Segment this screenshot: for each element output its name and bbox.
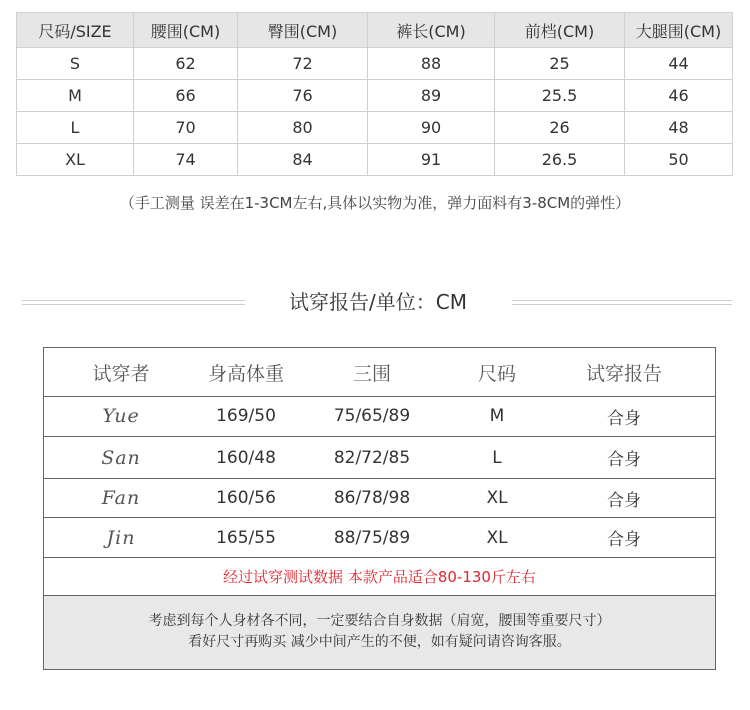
suitable-weight-note: 经过试穿测试数据 本款产品适合80-130斤左右 <box>44 558 715 596</box>
table-cell: XL <box>486 488 508 508</box>
column-header: 试穿者 <box>92 362 150 385</box>
table-cell: S <box>17 48 134 80</box>
column-header: 身高体重 <box>207 362 284 385</box>
column-header: 尺码/SIZE <box>17 13 134 48</box>
table-cell: 62 <box>134 48 238 80</box>
table-cell: 66 <box>134 80 238 112</box>
table-cell: 44 <box>625 48 733 80</box>
table-cell: 90 <box>368 112 495 144</box>
column-header: 试穿报告 <box>585 362 662 385</box>
sizing-advice <box>44 596 715 669</box>
table-cell: 合身 <box>607 450 641 470</box>
table-cell: 合身 <box>607 490 641 511</box>
table-cell: L <box>17 112 134 144</box>
table-cell: 74 <box>134 144 238 176</box>
column-header: 三围 <box>352 362 391 385</box>
column-header: 大腿围(CM) <box>625 13 733 48</box>
table-cell: XL <box>486 527 508 548</box>
heading-divider-right <box>512 300 732 305</box>
size-table-header-row <box>17 13 733 48</box>
advice-line: 考虑到每个人身材各不同，一定要结合自身数据（肩宽，腰围等重要尺寸） <box>148 613 611 629</box>
table-cell: 46 <box>625 80 733 112</box>
size-table <box>16 12 733 176</box>
column-header: 裤长(CM) <box>368 13 495 48</box>
column-header: 前档(CM) <box>495 13 625 48</box>
table-cell: 75/65/89 <box>333 406 411 426</box>
table-row <box>17 144 733 176</box>
report-header-row <box>44 348 715 397</box>
fitting-report-table <box>43 347 716 670</box>
tester-name: Yue <box>102 405 140 427</box>
table-cell: 合身 <box>607 408 641 429</box>
table-cell: 72 <box>238 48 368 80</box>
table-cell: 25 <box>495 48 625 80</box>
table-row <box>44 479 715 518</box>
table-cell: 91 <box>368 144 495 176</box>
table-cell: M <box>17 80 134 112</box>
column-header: 腰围(CM) <box>134 13 238 48</box>
table-cell: 84 <box>238 144 368 176</box>
table-row <box>17 48 733 80</box>
table-cell: 26.5 <box>495 144 625 176</box>
table-cell: L <box>492 447 502 468</box>
table-cell: 70 <box>134 112 238 144</box>
column-header: 尺码 <box>477 362 516 385</box>
heading-divider-left <box>22 300 245 305</box>
table-cell: 合身 <box>607 530 641 550</box>
table-cell: 80 <box>238 112 368 144</box>
table-row <box>44 518 715 558</box>
column-header: 臀围(CM) <box>238 13 368 48</box>
table-cell: 88/75/89 <box>333 527 411 548</box>
table-cell: 169/50 <box>216 406 276 426</box>
table-row <box>44 437 715 479</box>
table-row <box>44 396 715 437</box>
table-cell: 50 <box>625 144 733 176</box>
table-cell: M <box>489 406 505 426</box>
table-cell: 82/72/85 <box>333 447 411 468</box>
table-cell: XL <box>17 144 134 176</box>
tester-name: Fan <box>101 487 141 509</box>
report-section-heading <box>0 286 750 320</box>
measurement-note: （手工测量 误差在1-3CM左右,具体以实物为准，弹力面料有3-8CM的弹性） <box>119 194 631 212</box>
table-row <box>17 80 733 112</box>
advice-line: 看好尺寸再购买 减少中间产生的不便，如有疑问请咨询客服。 <box>188 634 571 650</box>
tester-name: San <box>101 446 141 469</box>
table-cell: 76 <box>238 80 368 112</box>
table-cell: 89 <box>368 80 495 112</box>
table-cell: 48 <box>625 112 733 144</box>
table-cell: 86/78/98 <box>333 488 411 508</box>
table-cell: 160/48 <box>216 447 276 468</box>
table-row <box>17 112 733 144</box>
report-title: 试穿报告/单位：CM <box>289 290 467 314</box>
table-cell: 25.5 <box>495 80 625 112</box>
table-cell: 160/56 <box>216 488 276 508</box>
table-cell: 165/55 <box>216 527 276 548</box>
table-cell: 26 <box>495 112 625 144</box>
tester-name: Jin <box>106 526 136 549</box>
table-cell: 88 <box>368 48 495 80</box>
